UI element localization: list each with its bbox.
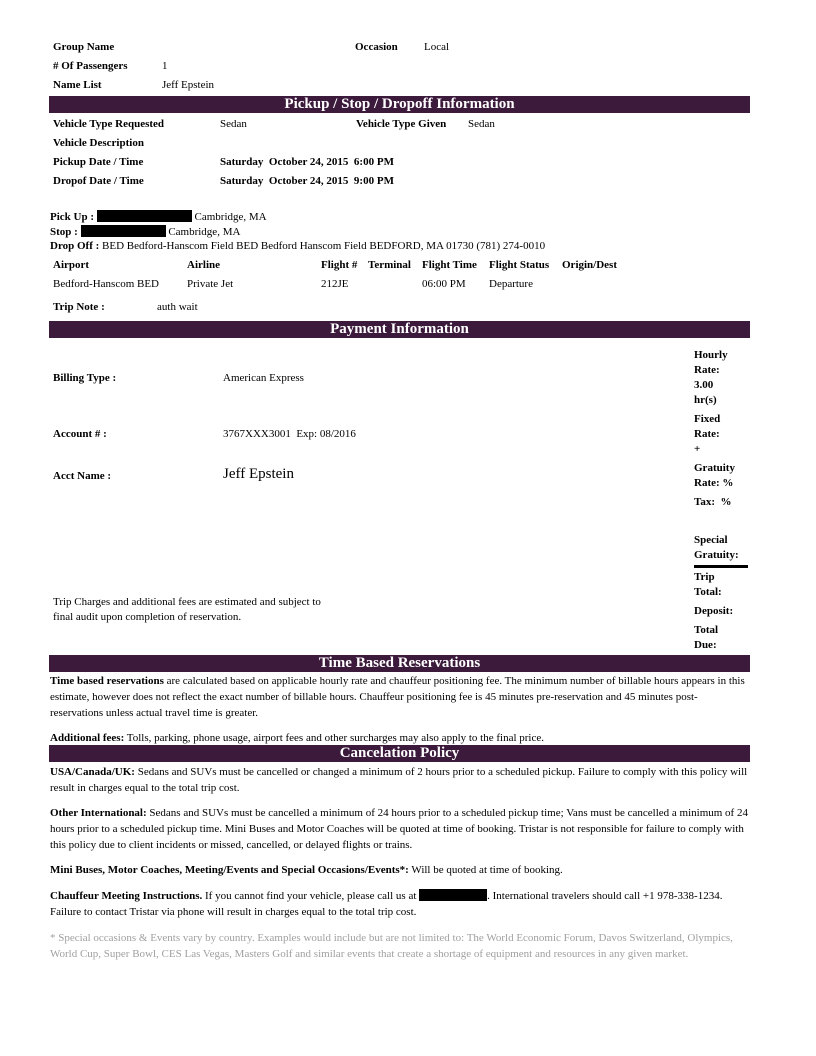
dropoff-location-row	[50, 240, 545, 252]
special-gratuity-label-2: Gratuity:	[694, 549, 739, 561]
special-gratuity-label-1: Special	[694, 534, 728, 546]
flight-cell-flight-time: 06:00 PM	[422, 278, 466, 290]
acct-name-label: Acct Name :	[53, 470, 112, 482]
additional-fees-bold: Additional fees:	[50, 732, 125, 744]
stop-location-label: Stop :	[50, 226, 78, 238]
pickup-location-row	[50, 210, 267, 223]
section-cancelation-header: Cancelation Policy	[49, 745, 750, 762]
chauffeur-meeting-text-b: . International travelers should call +1 978-338-1234. Failure to contact Tristar via phone will result in charges equal to the total trip cost.	[50, 890, 723, 918]
passengers-value: 1	[162, 60, 168, 72]
pickup-datetime-label: Pickup Date / Time	[53, 156, 144, 168]
fixed-rate-summary	[694, 412, 720, 457]
flight-header-airline: Airline	[187, 259, 220, 271]
gratuity-rate-label-1: Gratuity	[694, 462, 735, 474]
section-time-based-header: Time Based Reservations	[49, 655, 750, 672]
cancel-international-bold: Other International:	[50, 807, 147, 819]
dropoff-location-value: BED Bedford-Hanscom Field BED Bedford Hanscom Field BEDFORD, MA 01730 (781) 274-0010	[102, 240, 546, 252]
vehicle-type-given-value: Sedan	[468, 118, 495, 130]
trip-note-label: Trip Note :	[53, 301, 105, 313]
flight-header-flight-number: Flight #	[321, 259, 358, 271]
vehicle-type-requested-label: Vehicle Type Requested	[53, 118, 165, 130]
cancel-mini-buses-paragraph	[50, 862, 748, 878]
total-due-label-2: Due:	[694, 639, 717, 651]
cancel-usa-paragraph	[50, 764, 748, 796]
account-number-label: Account # :	[53, 428, 107, 440]
redaction-block	[81, 225, 166, 237]
flight-header-terminal: Terminal	[368, 259, 411, 271]
dropoff-datetime-value: Saturday October 24, 2015 9:00 PM	[220, 175, 394, 187]
time-based-bold: Time based reservations	[50, 675, 164, 687]
additional-fees-paragraph	[50, 730, 748, 746]
name-list-label: Name List	[53, 79, 102, 91]
cancel-usa-bold: USA/Canada/UK:	[50, 766, 135, 778]
fixed-rate-label-2: Rate:	[694, 428, 720, 440]
hourly-rate-hours: 3.00	[694, 379, 714, 391]
account-number-value: 3767XXX3001 Exp: 08/2016	[223, 428, 356, 440]
occasion-label: Occasion	[355, 41, 398, 53]
chauffeur-meeting-text-a: If you cannot find your vehicle, please call us at	[202, 890, 420, 902]
charges-note-line2: final audit upon completion of reservation.	[53, 611, 242, 623]
trip-total-label-2: Total:	[694, 586, 722, 598]
special-gratuity-summary	[694, 533, 739, 563]
hourly-rate-label-2: Rate:	[694, 364, 720, 376]
cancel-international-paragraph	[50, 805, 748, 853]
hourly-rate-label-1: Hourly	[694, 349, 728, 361]
chauffeur-meeting-paragraph	[50, 888, 748, 920]
flight-header-airport: Airport	[53, 259, 90, 271]
gratuity-rate-label-2: Rate: %	[694, 477, 734, 489]
deposit-summary: Deposit:	[694, 605, 734, 617]
cancel-usa-text: Sedans and SUVs must be cancelled or changed a minimum of 2 hours prior to a scheduled pickup. Failure to comply with this policy will result in charges equal to the total trip cost.	[50, 766, 748, 794]
total-due-label-1: Total	[694, 624, 719, 636]
section-payment-header: Payment Information	[49, 321, 750, 338]
cancel-international-text: Sedans and SUVs must be cancelled a minimum of 24 hours prior to a scheduled pickup time; Vans must be cancelled a minimum of 24 hours prior to a scheduled pickup time. Mini Buses and Motor Coaches will be quoted at time of booking. Tristar is not responsible for failure to comply with this policy due to client incidents or missed, cancelled, or delayed flights or trains.	[50, 807, 748, 851]
acct-name-value: Jeff Epstein	[223, 466, 294, 482]
trip-total-summary	[694, 570, 722, 600]
vehicle-description-label: Vehicle Description	[53, 137, 144, 149]
stop-location-row	[50, 225, 240, 238]
cancel-mini-buses-bold: Mini Buses, Motor Coaches, Meeting/Events and Special Occasions/Events*:	[50, 864, 409, 876]
dropoff-location-label: Drop Off :	[50, 240, 100, 252]
chauffeur-meeting-bold: Chauffeur Meeting Instructions.	[50, 890, 203, 902]
name-list-value: Jeff Epstein	[162, 79, 215, 91]
redaction-block	[419, 889, 487, 901]
group-name-label: Group Name	[53, 41, 115, 53]
total-due-summary	[694, 623, 718, 653]
hourly-rate-unit: hr(s)	[694, 394, 717, 406]
flight-cell-airport: Bedford-Hanscom BED	[53, 278, 160, 290]
flight-cell-flight-status: Departure	[489, 278, 533, 290]
redaction-block	[97, 210, 192, 222]
special-events-footnote: * Special occasions & Events vary by country. Examples would include but are not limited to: The World Economic Forum, Davos Switzerland, Olympics, World Cup, Super Bowl, CES Las Vegas, Masters Golf and similar events that create a shortage of equipment and resources in any given market.	[50, 932, 733, 960]
fixed-rate-label-1: Fixed	[694, 413, 721, 425]
dropoff-datetime-label: Dropof Date / Time	[53, 175, 144, 187]
billing-type-value: American Express	[223, 372, 304, 384]
stop-city: Cambridge, MA	[168, 226, 241, 238]
pickup-datetime-value: Saturday October 24, 2015 6:00 PM	[220, 156, 394, 168]
flight-cell-flight-number: 212JE	[321, 278, 349, 290]
charges-note-line1: Trip Charges and additional fees are estimated and subject to	[53, 596, 321, 608]
flight-header-flight-status: Flight Status	[489, 259, 550, 271]
vehicle-type-requested-value: Sedan	[220, 118, 247, 130]
time-based-text: are calculated based on applicable hourly rate and chauffeur positioning fee. The minimum number of billable hours appears in this estimate, however does not reflect the exact number of billable hours. Chauffeur positioning fee is 45 minutes pre-reservation and 45 minutes post-reservations unless actual travel time is greater.	[50, 675, 745, 719]
flight-header-origin-dest: Origin/Dest	[562, 259, 617, 271]
vehicle-type-given-label: Vehicle Type Given	[356, 118, 447, 130]
section-pickup-header: Pickup / Stop / Dropoff Information	[49, 96, 750, 113]
pickup-city: Cambridge, MA	[194, 211, 267, 223]
trip-total-label-1: Trip	[694, 571, 715, 583]
billing-type-label: Billing Type :	[53, 372, 117, 384]
flight-header-flight-time: Flight Time	[422, 259, 477, 271]
gratuity-rate-summary	[694, 461, 735, 491]
tax-summary: Tax: %	[694, 496, 732, 508]
flight-cell-airline: Private Jet	[187, 278, 234, 290]
fixed-rate-plus: +	[694, 443, 701, 455]
time-based-paragraph	[50, 673, 748, 721]
passengers-label: # Of Passengers	[53, 60, 128, 72]
additional-fees-text: Tolls, parking, phone usage, airport fees and other surcharges may also apply to the final price.	[124, 732, 545, 744]
totals-divider	[694, 565, 748, 568]
trip-note-value: auth wait	[157, 301, 198, 313]
cancel-mini-buses-text: Will be quoted at time of booking.	[408, 864, 563, 876]
occasion-value: Local	[424, 41, 450, 53]
pickup-location-label: Pick Up :	[50, 211, 94, 223]
hourly-rate-summary	[694, 348, 728, 408]
